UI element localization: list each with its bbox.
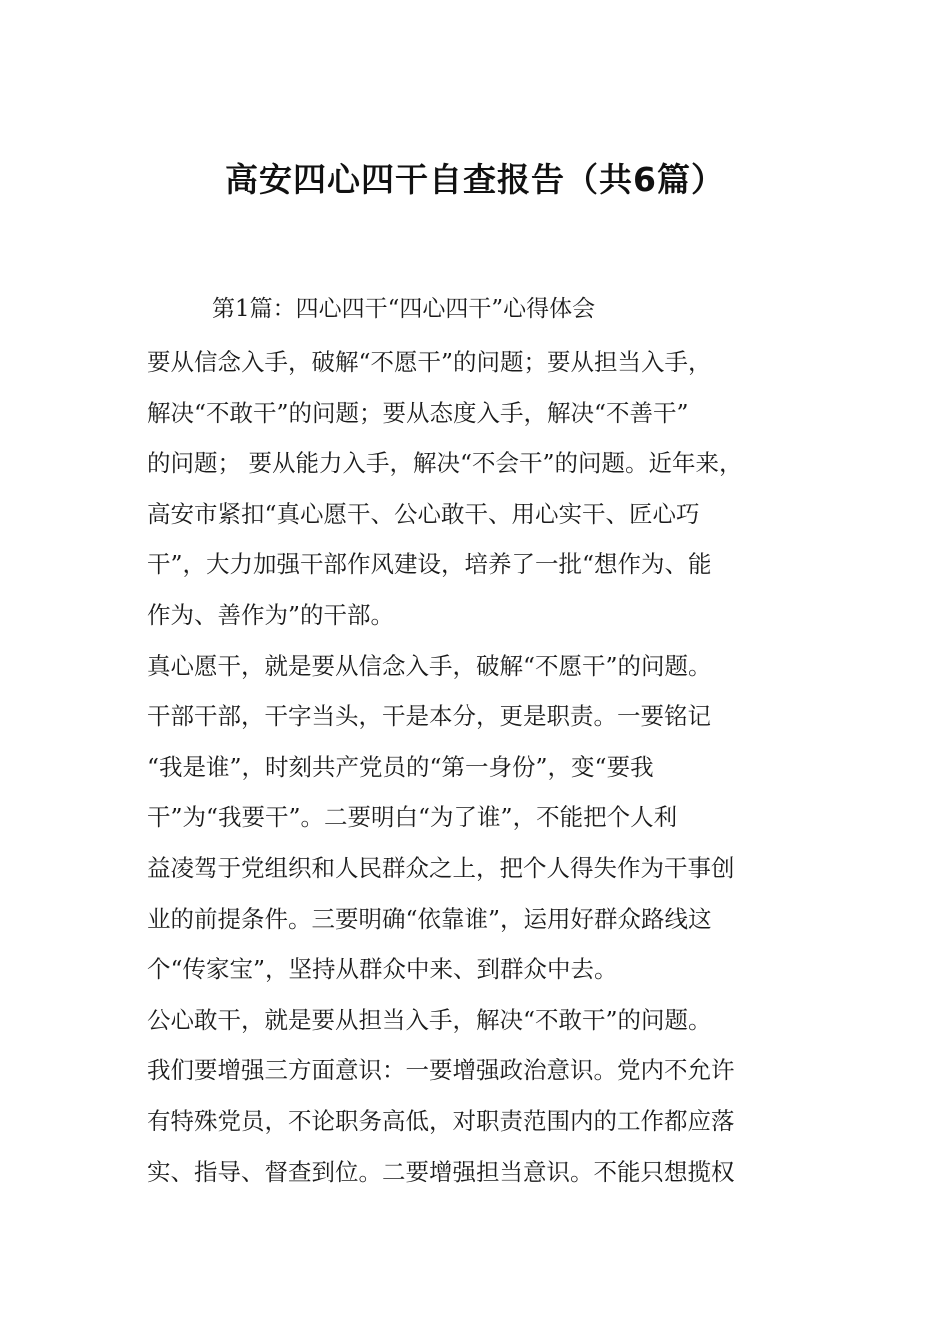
- text-line: 的问题； 要从能力入手，解决“不会干”的问题。近年来，: [147, 449, 743, 478]
- text-line: “我是谁”，时刻共产党员的“第一身份”，变“要我: [147, 752, 654, 781]
- text-line: 真心愿干，就是要从信念入手，破解“不愿干”的问题。: [147, 651, 712, 680]
- text-line: 有特殊党员，不论职务高低，对职责范围内的工作都应落: [147, 1106, 735, 1135]
- section-heading: 第1篇：四心四干“四心四干”心得体会: [212, 296, 596, 322]
- body-text: [147, 342, 827, 1202]
- text-line: 作为、善作为”的干部。: [147, 600, 395, 629]
- text-line: 我们要增强三方面意识：一要增强政治意识。党内不允许: [147, 1056, 735, 1085]
- text-line: 高安市紧扣“真心愿干、公心敢干、用心实干、匠心巧: [147, 499, 700, 528]
- text-line: 干部干部，干字当头，干是本分，更是职责。一要铭记: [147, 702, 711, 731]
- text-line: 个“传家宝”，坚持从群众中来、到群众中去。: [147, 955, 618, 984]
- text-line: 益凌驾于党组织和人民群众之上，把个人得失作为干事创: [147, 853, 735, 882]
- text-line: 解决“不敢干”的问题；要从态度入手，解决“不善干”: [147, 398, 689, 427]
- text-line: 要从信念入手，破解“不愿干”的问题；要从担当入手，: [147, 348, 712, 376]
- text-line: 干”为“我要干”。二要明白“为了谁”，不能把个人利: [147, 803, 678, 832]
- document-title: 高安四心四干自查报告（共6篇）: [225, 160, 725, 199]
- text-line: 公心敢干，就是要从担当入手，解决“不敢干”的问题。: [147, 1005, 712, 1034]
- text-line: 干”，大力加强干部作风建设，培养了一批“想作为、能: [147, 550, 712, 579]
- text-line: 业的前提条件。三要明确“依靠谁”，运用好群众路线这: [147, 904, 712, 933]
- text-line: 实、指导、督查到位。二要增强担当意识。不能只想揽权: [147, 1157, 735, 1186]
